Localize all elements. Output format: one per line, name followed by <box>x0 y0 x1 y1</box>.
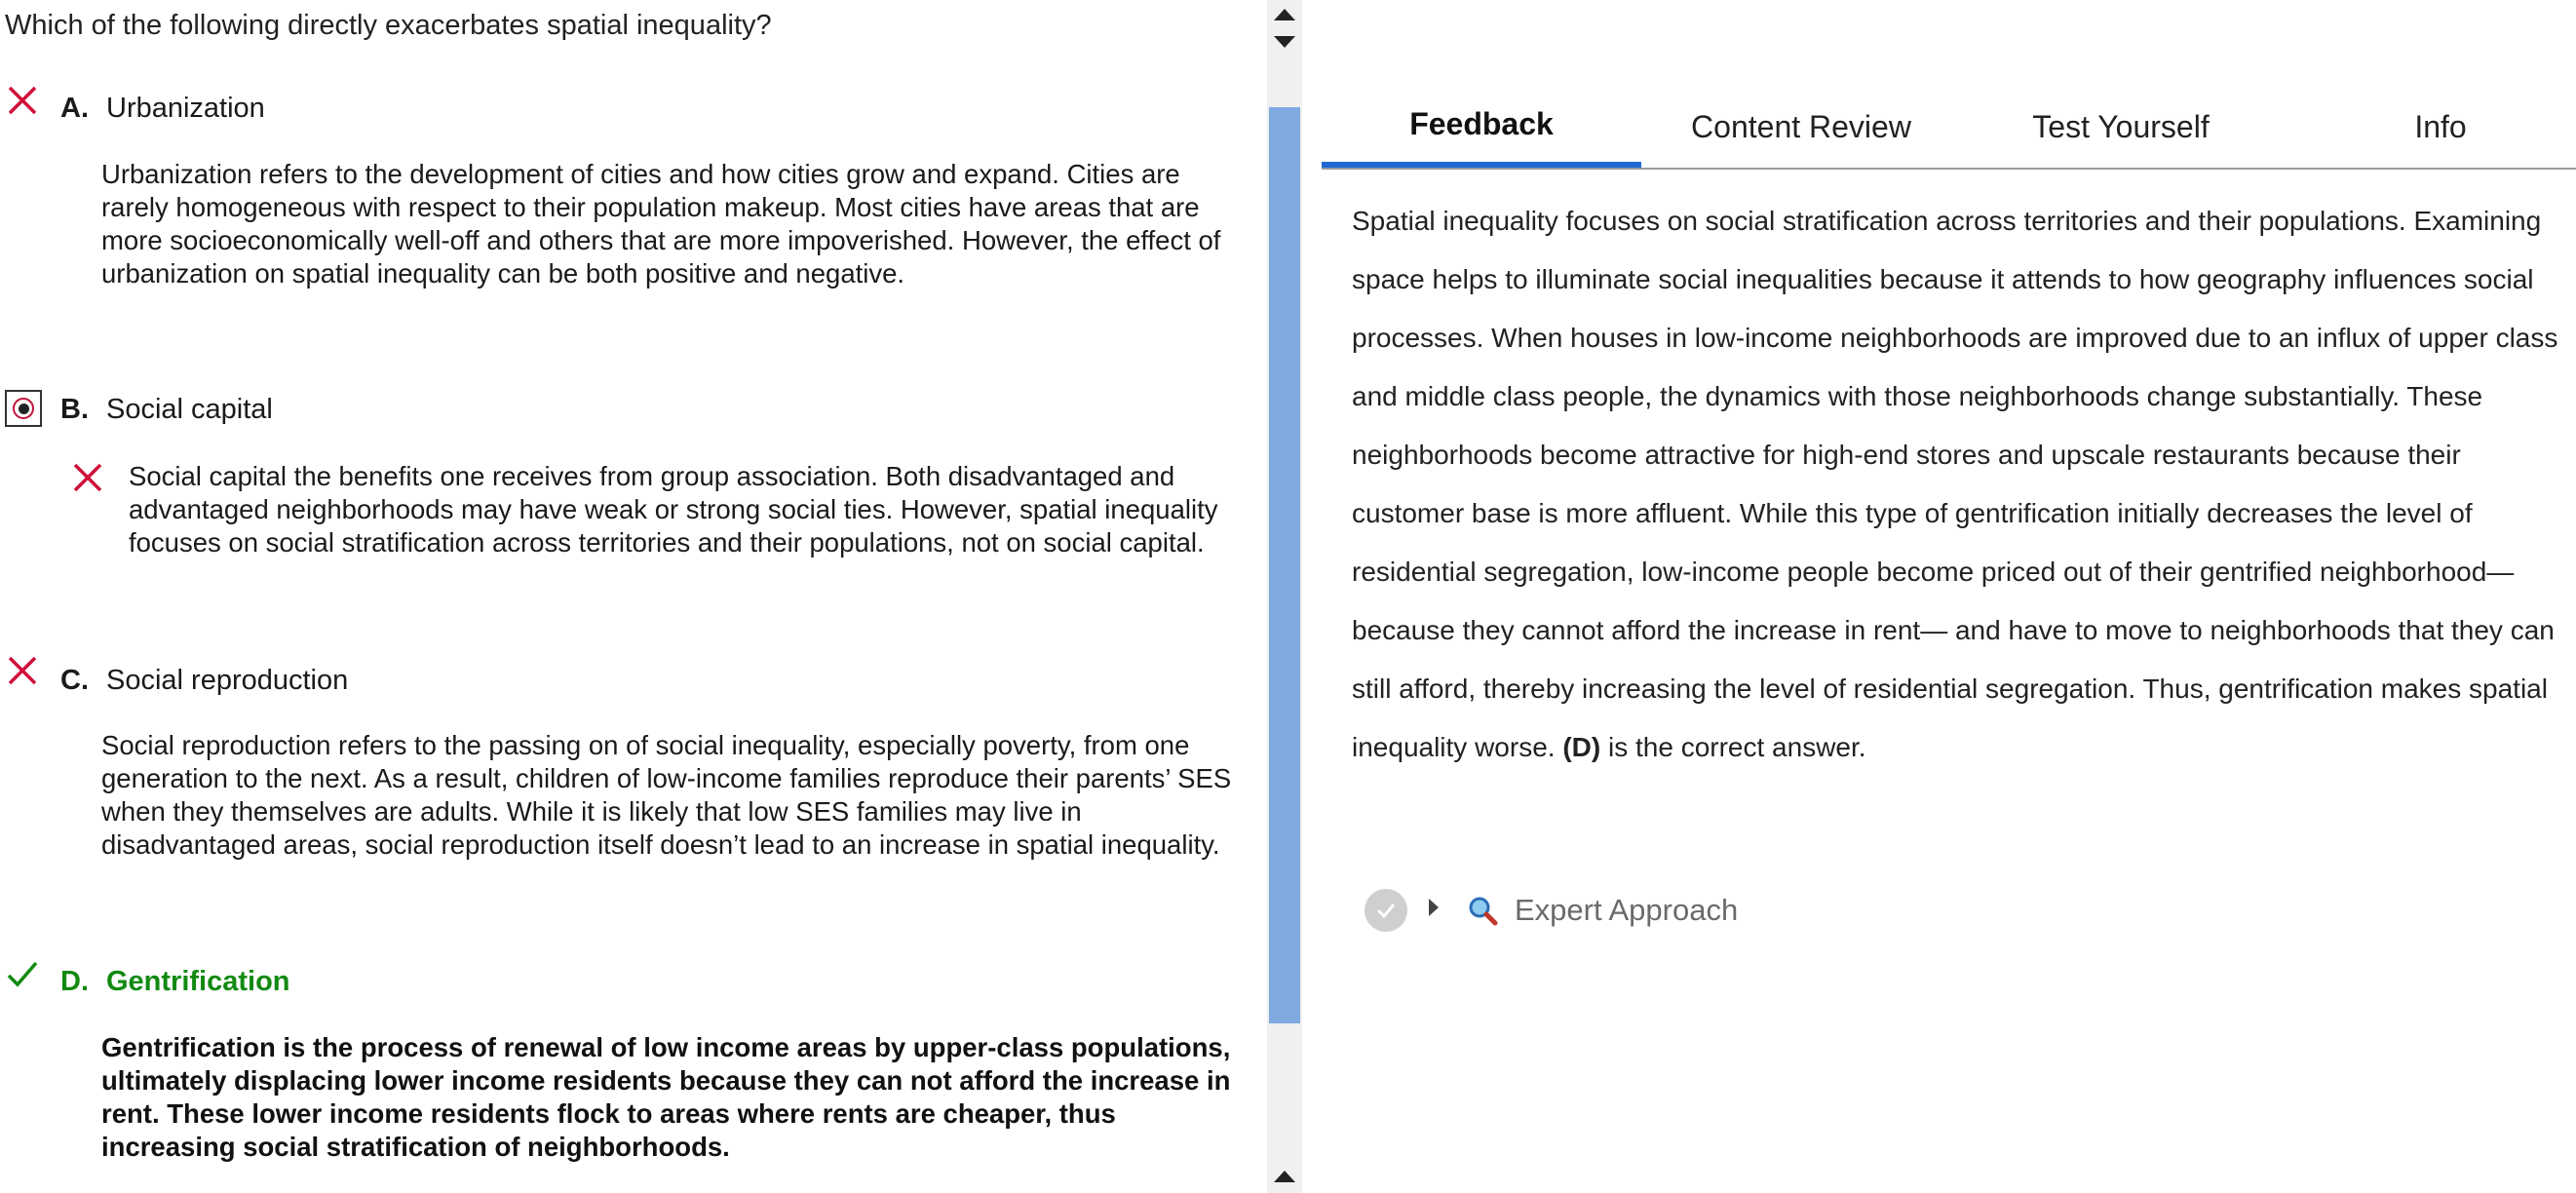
option-a-explanation: Urbanization refers to the development of cities and how cities grow and expand. Cities are rarely homogeneous with respect to their population makeup. Most cities have areas that are more socioeconomically well-off and others that are more impoverished. However, the effect of urbanization on spatial inequality can be both positive and negative. <box>101 159 1221 289</box>
feedback-text <box>1352 192 2560 777</box>
option-c[interactable] <box>60 665 348 697</box>
arrow-up-icon <box>1274 1171 1295 1182</box>
feedback-body: Spatial inequality focuses on social stratification across territories and their populations. Examining space helps to illuminate social inequalities because it attends to how geography influences social processes. When houses in low-income neighborhoods are improved due to an influx of upper class and middle class people, the dynamics with those neighborhoods change substantially. These neighborhoods become attractive for high-end stores and upscale restaurants because their customer base is more affluent. While this type of gentrification initially decreases the level of residential segregation, low-income people become priced out of their gentrified neighborhood—because they cannot afford the increase in rent— and have to move to neighborhoods that they can still afford, thereby increasing the level of residential segregation. Thus, gentrification makes spatial inequality worse. <box>1352 206 2558 762</box>
scroll-down-button[interactable] <box>1267 27 1302 57</box>
option-letter: B. <box>60 394 89 425</box>
option-letter: C. <box>60 665 89 696</box>
answer-highlight: (D) <box>1562 732 1601 762</box>
incorrect-x-icon <box>5 83 40 118</box>
correct-check-icon <box>5 957 40 992</box>
tab-feedback[interactable]: Feedback <box>1322 86 1641 168</box>
incorrect-x-icon <box>70 460 105 495</box>
arrow-down-icon <box>1274 36 1295 48</box>
magnifier-icon <box>1466 894 1499 927</box>
question-text: Which of the following directly exacerbates spatial inequality? <box>5 10 772 41</box>
arrow-up-icon <box>1274 9 1295 20</box>
tab-test-yourself[interactable]: Test Yourself <box>2032 108 2210 144</box>
option-a[interactable] <box>60 93 265 125</box>
selected-radio[interactable] <box>5 390 42 427</box>
option-d-explanation: Gentrification is the process of renewal of low income areas by upper-class populations, ultimately displacing lower income residents because they can not afford the increase in rent. These lower income residents flock to areas where rents are cheaper, thus increasing social stratification of neighborhoods. <box>101 1032 1231 1162</box>
option-label: Social reproduction <box>106 665 349 696</box>
tab-content-review[interactable]: Content Review <box>1691 108 1911 144</box>
option-d[interactable] <box>60 966 290 998</box>
option-letter: A. <box>60 93 89 124</box>
option-b[interactable] <box>60 394 273 426</box>
tab-info[interactable]: Info <box>2414 108 2467 144</box>
check-circle-icon <box>1365 889 1407 932</box>
option-label: Gentrification <box>106 966 290 997</box>
expert-approach-label: Expert Approach <box>1515 893 1739 927</box>
scroll-up-button[interactable] <box>1267 0 1302 29</box>
option-letter: D. <box>60 966 89 997</box>
option-label: Urbanization <box>106 93 265 124</box>
scroll-thumb[interactable] <box>1269 107 1300 1023</box>
scroll-up-bottom-button[interactable] <box>1267 1162 1302 1191</box>
caret-right-icon[interactable] <box>1429 899 1439 916</box>
option-label: Social capital <box>106 394 273 425</box>
question-pane <box>0 0 1267 1193</box>
option-b-explanation: Social capital the benefits one receives from group association. Both disadvantaged and advantaged neighborhoods may have weak or strong social ties. However, spatial inequality focuses on social stratification across territories and their populations, not on social capital. <box>129 461 1218 558</box>
feedback-pane <box>1302 0 2576 1193</box>
tab-bar <box>1322 86 2576 170</box>
option-c-explanation: Social reproduction refers to the passing on of social inequality, especially poverty, from one generation to the next. As a result, children of low-income families reproduce their parents’ SES when they themselves are adults. While it is likely that low SES families may live in disadvantaged areas, social reproduction itself doesn’t lead to an increase in spatial inequality. <box>101 730 1232 860</box>
feedback-tail: is the correct answer. <box>1600 732 1866 762</box>
incorrect-x-icon <box>5 653 40 688</box>
expert-approach-toggle[interactable] <box>1365 889 1738 932</box>
vertical-scrollbar[interactable] <box>1267 0 1302 1193</box>
